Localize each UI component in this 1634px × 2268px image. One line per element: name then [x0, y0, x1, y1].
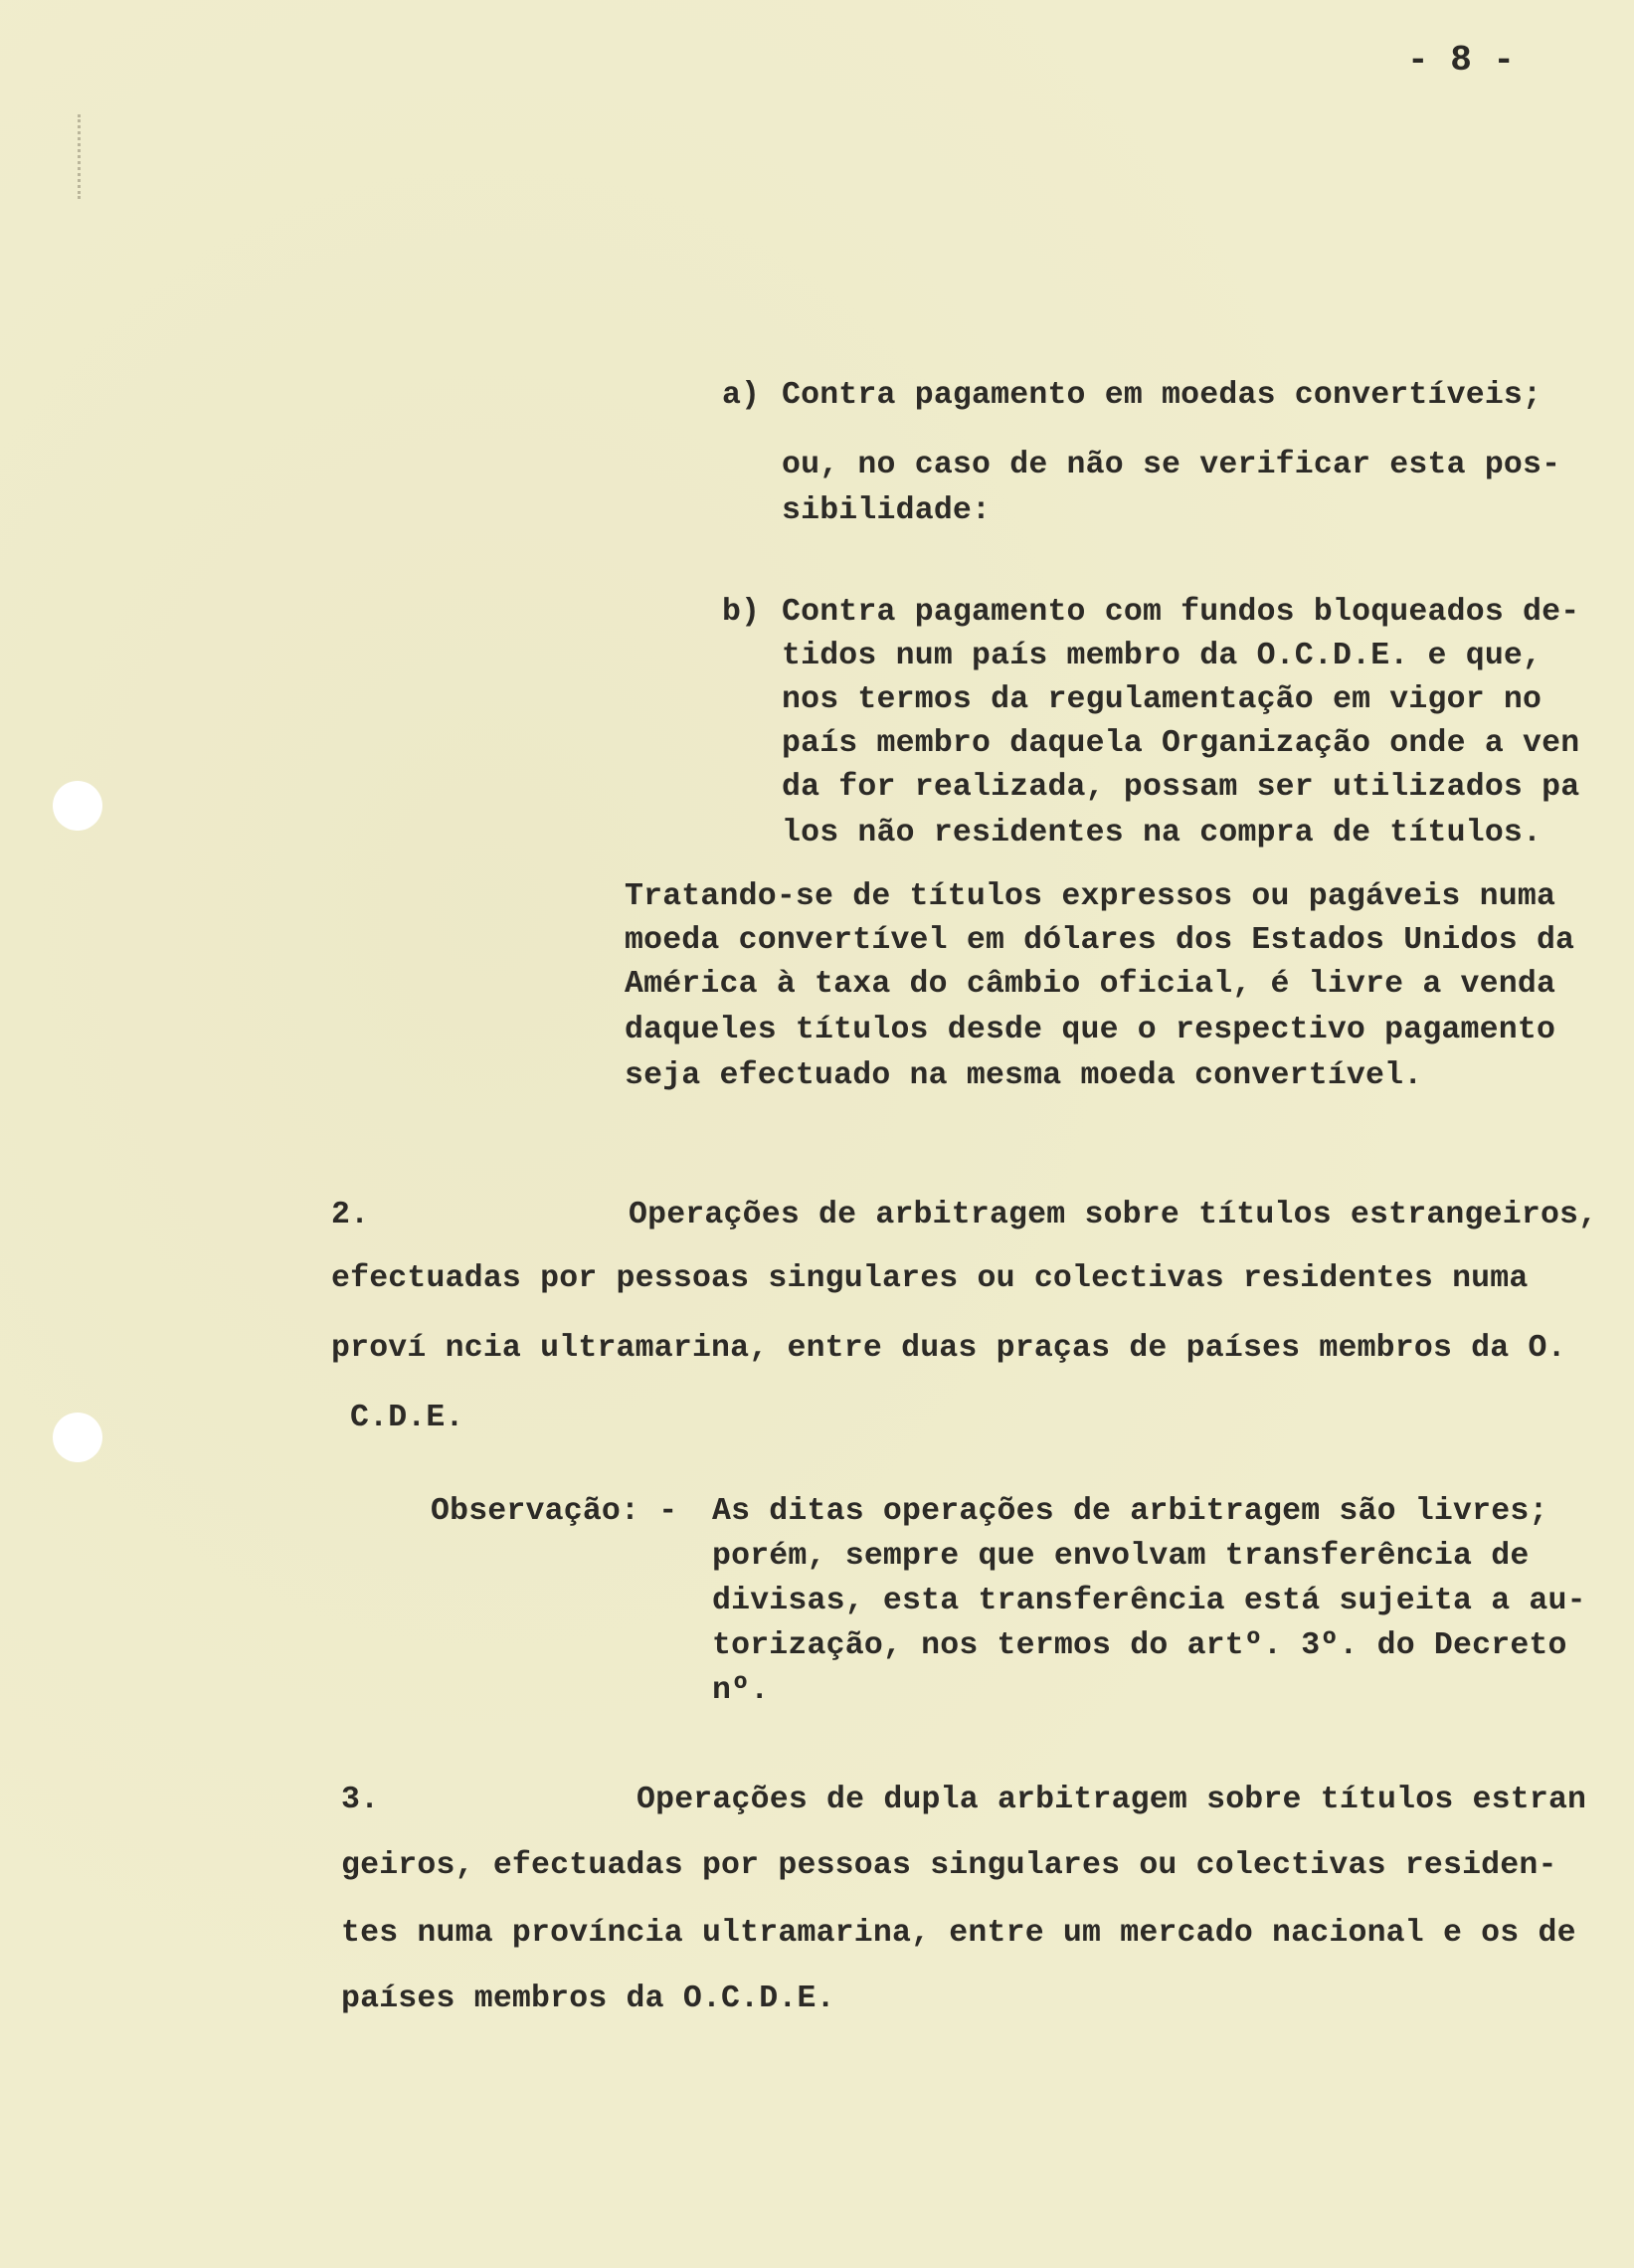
observation-line: nº.: [712, 1673, 770, 1708]
alternative-line: ou, no caso de não se verificar esta pos-: [782, 448, 1561, 482]
observation-line: porém, sempre que envolvam transferência de: [712, 1539, 1530, 1574]
paragraph-line: daqueles títulos desde que o respectivo pagamento: [625, 1013, 1556, 1047]
item-a-marker: a): [722, 378, 761, 413]
margin-mark: [78, 114, 85, 199]
section-2-line: C.D.E.: [350, 1401, 464, 1435]
paragraph-line: moeda convertível em dólares dos Estados Unidos da: [625, 923, 1575, 958]
item-b-line: Contra pagamento com fundos bloqueados de-: [782, 595, 1580, 630]
page-number: - 8 -: [1407, 40, 1516, 81]
section-3-line: tes numa província ultramarina, entre um mercado nacional e os de: [341, 1916, 1576, 1951]
section-3-line: geiros, efectuadas por pessoas singulares ou colectivas residen-: [341, 1848, 1557, 1883]
item-b-line: los não residentes na compra de títulos.: [782, 816, 1543, 850]
item-b-line: país membro daquela Organização onde a ven: [782, 726, 1580, 761]
paragraph-line: Tratando-se de títulos expressos ou pagáveis numa: [625, 879, 1556, 914]
observation-label: Observação: -: [431, 1494, 678, 1529]
observation-line: divisas, esta transferência está sujeita a au-: [712, 1584, 1586, 1618]
item-b-line: nos termos da regulamentação em vigor no: [782, 682, 1543, 717]
item-b-line: da for realizada, possam ser utilizados pa: [782, 770, 1580, 805]
alternative-line: sibilidade:: [782, 493, 992, 528]
section-2-line: proví ncia ultramarina, entre duas praças de países membros da O.: [331, 1331, 1566, 1366]
observation-line: As ditas operações de arbitragem são livres;: [712, 1494, 1548, 1529]
observation-line: torização, nos termos do artº. 3º. do Decreto: [712, 1628, 1567, 1663]
section-3-line: Operações de dupla arbitragem sobre títulos estran: [636, 1783, 1587, 1817]
item-b-marker: b): [722, 595, 761, 630]
paragraph-line: América à taxa do câmbio oficial, é livre a venda: [625, 967, 1556, 1002]
paragraph-line: seja efectuado na mesma moeda convertível.: [625, 1058, 1423, 1093]
section-3-number: 3.: [341, 1783, 380, 1817]
section-2-line: efectuadas por pessoas singulares ou colectivas residentes numa: [331, 1261, 1529, 1296]
punch-hole: [53, 781, 102, 831]
section-2-number: 2.: [331, 1198, 370, 1232]
section-2-line: Operações de arbitragem sobre títulos estrangeiros,: [629, 1198, 1598, 1232]
punch-hole: [53, 1413, 102, 1462]
item-a-text: Contra pagamento em moedas convertíveis;: [782, 378, 1543, 413]
item-b-line: tidos num país membro da O.C.D.E. e que,: [782, 639, 1543, 673]
section-3-line: países membros da O.C.D.E.: [341, 1982, 835, 2016]
